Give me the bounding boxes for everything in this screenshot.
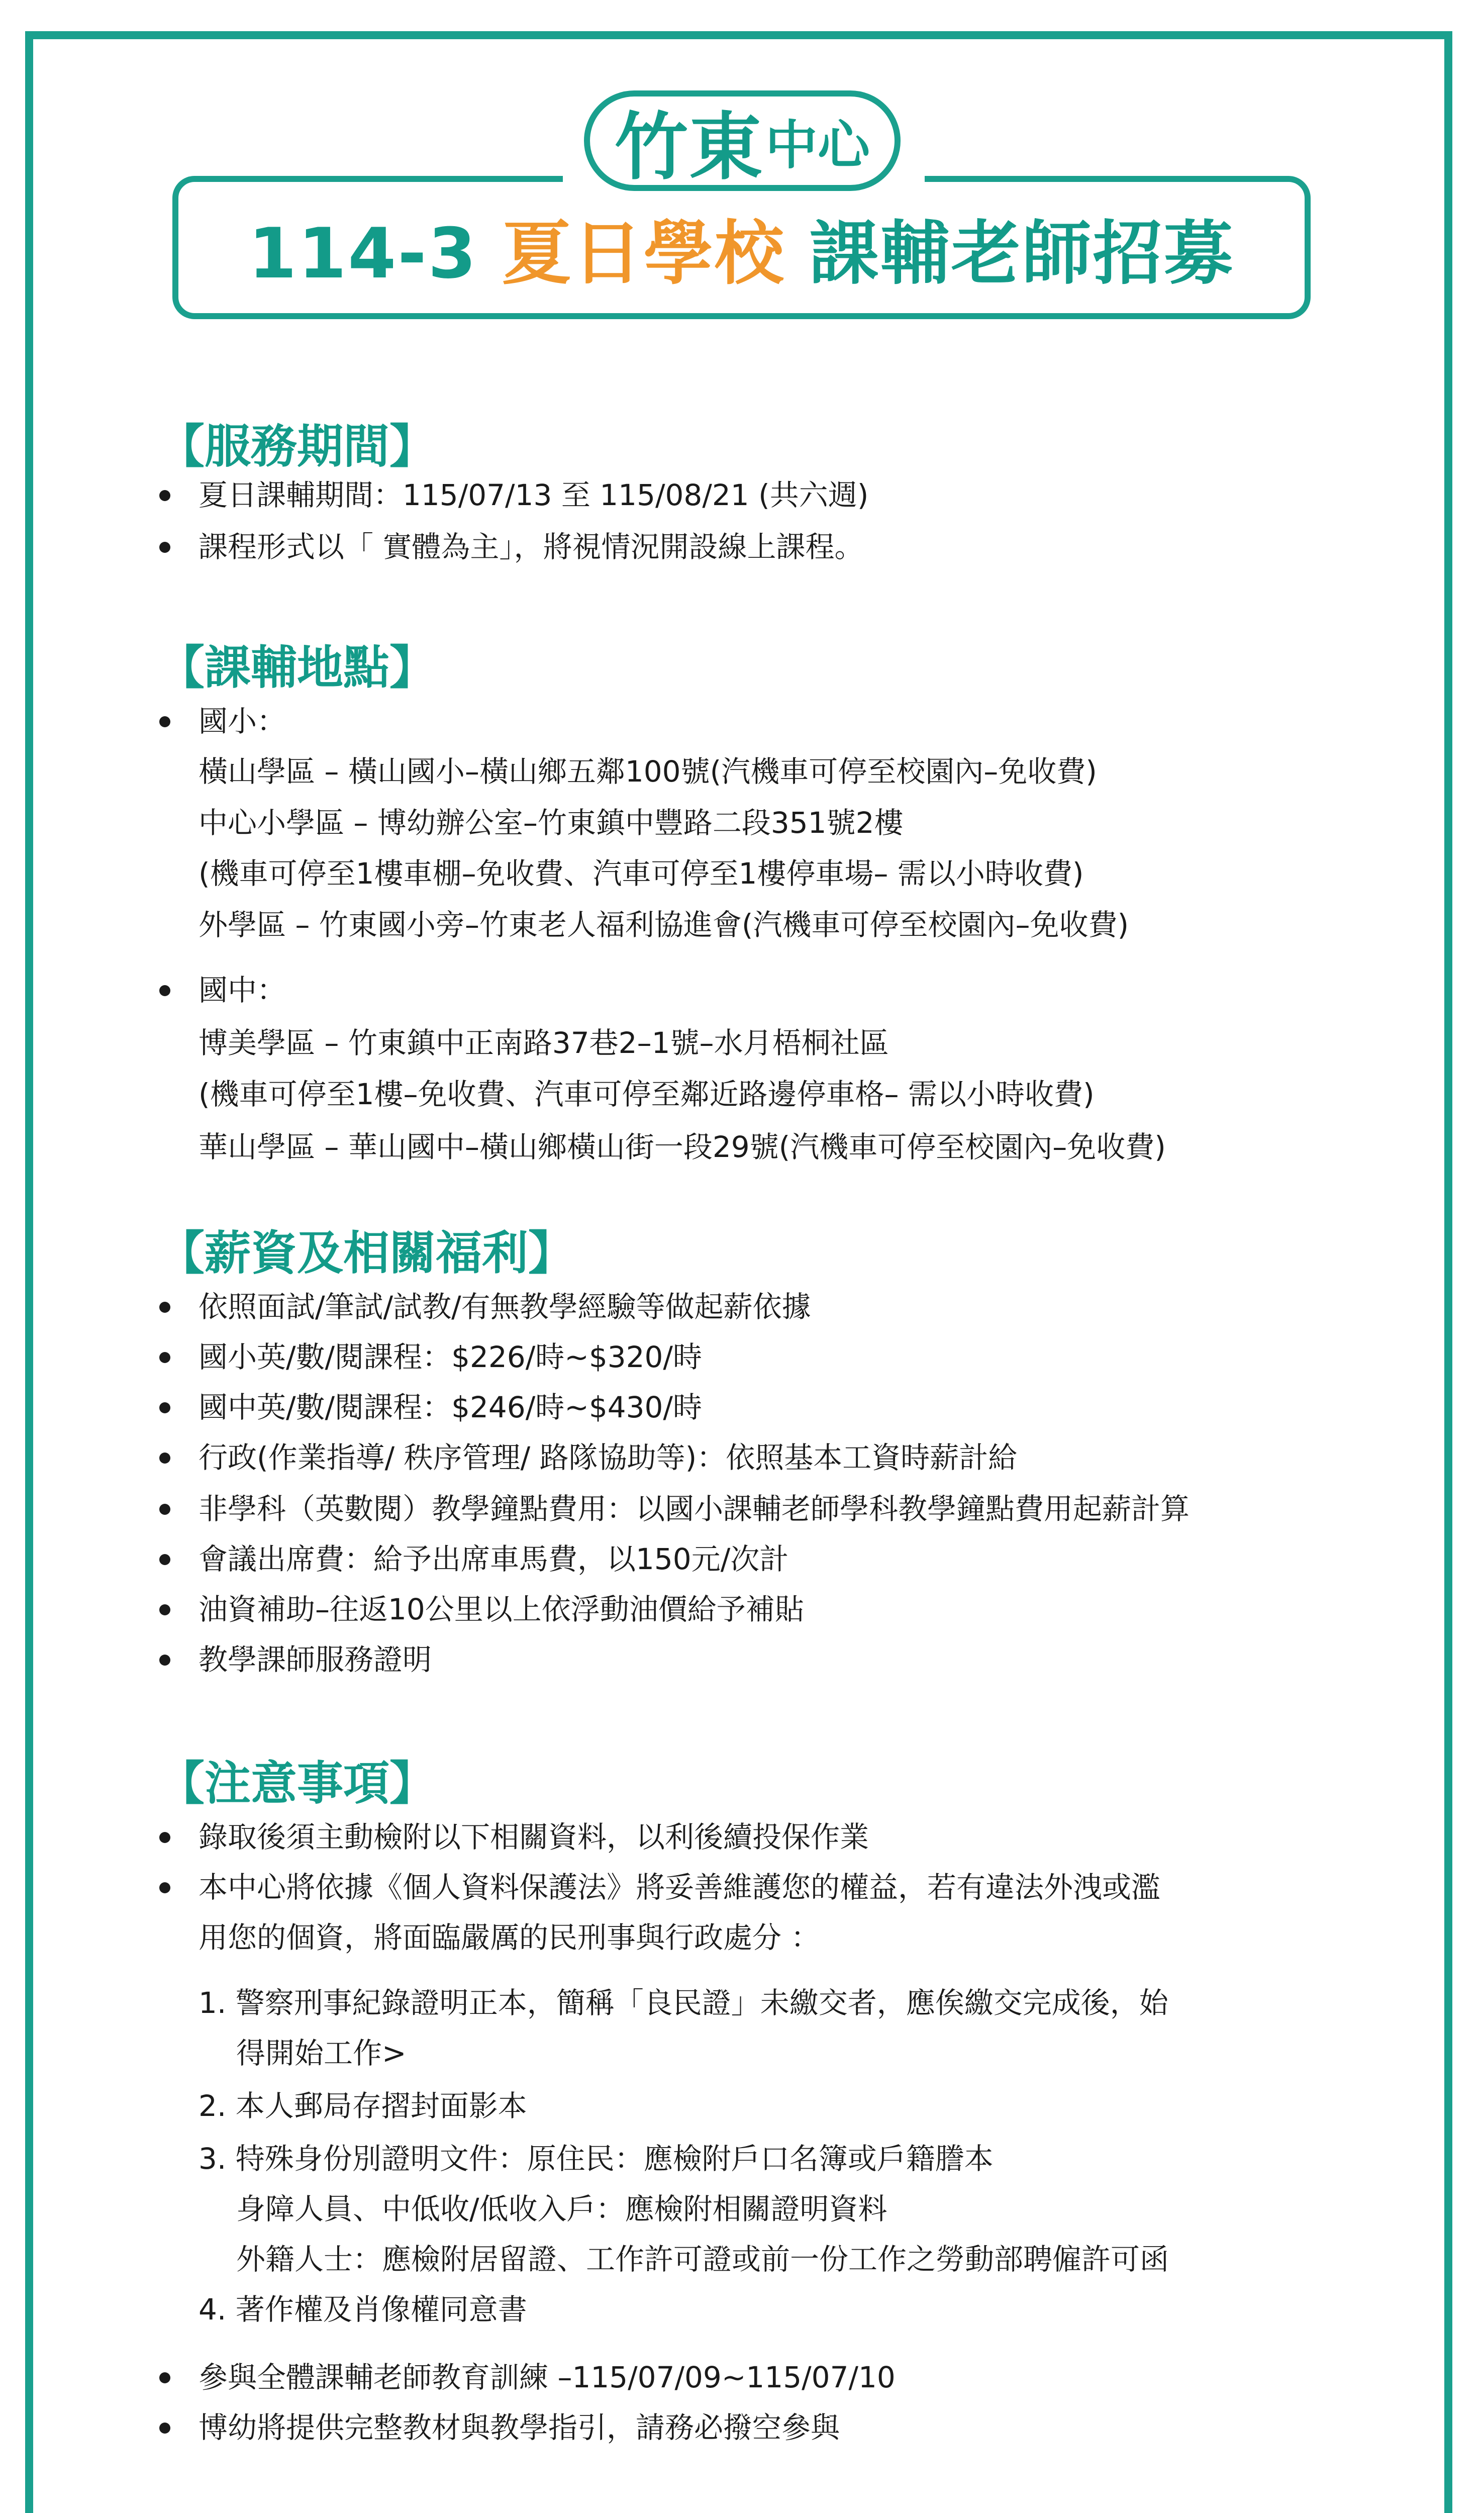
list-item: 會議出席費：給予出席車馬費，以150元/次計 [199, 1539, 788, 1579]
list-item: 課程形式以「 實體為主」，將視情況開設線上課程。 [199, 527, 863, 567]
list-item: 油資補助–往返10公里以上依浮動油價給予補貼 [199, 1589, 804, 1629]
list-item-junior: 國中： [199, 970, 286, 1010]
list-item: 國中英/數/閱課程：$246/時~$430/時 [199, 1387, 702, 1427]
numbered-item: 4. 著作權及肖像權同意書 [199, 2292, 527, 2327]
location-line: 博美學區 – 竹東鎮中正南路37巷2–1號–水月梧桐社區 [199, 1026, 889, 1060]
title-term: 114-3 [248, 213, 478, 294]
list-item-elementary: 國小： [199, 701, 286, 741]
title-program: 夏日學校 [502, 213, 785, 294]
list-item: 夏日課輔期間：115/07/13 至 115/08/21 (共六週) [199, 475, 868, 515]
heading-locations: 【課輔地點】 [158, 641, 436, 695]
location-line: (機車可停至1樓車棚–免收費、汽車可停至1樓停車場– 需以小時收費) [199, 856, 1084, 891]
numbered-item-continued: 得開始工作> [236, 2036, 407, 2070]
list-item: 非學科（英數閱）教學鐘點費用：以國小課輔老師學科教學鐘點費用起薪計算 [199, 1489, 1190, 1529]
numbered-item-continued: 身障人員、中低收/低收入戶：應檢附相關證明資料 [236, 2192, 887, 2226]
list-item: 參與全體課輔老師教育訓練 –115/07/09~115/07/10 [199, 2357, 896, 2397]
numbered-item: 3. 特殊身份別證明文件：原住民：應檢附戶口名簿或戶籍謄本 [199, 2142, 994, 2176]
heading-contact [158, 2505, 436, 2513]
badge-sub-text: 中心 [765, 115, 870, 176]
list-item: 教學課師服務證明 [199, 1639, 432, 1680]
location-line: 中心小學區 – 博幼辦公室–竹東鎮中豐路二段351號2樓 [199, 806, 904, 840]
list-item-continued: 用您的個資，將面臨嚴厲的民刑事與行政處分 ： [199, 1920, 820, 1955]
location-line: (機車可停至1樓–免收費、汽車可停至鄰近路邊停車格– 需以小時收費) [199, 1077, 1095, 1111]
numbered-item: 2. 本人郵局存摺封面影本 [199, 2089, 527, 2123]
location-line: 外學區 – 竹東國小旁–竹東老人福利協進會(汽機車可停至校園內–免收費) [199, 908, 1129, 942]
heading-notes: 【注意事項】 [158, 1757, 436, 1810]
list-item: 行政(作業指導/ 秩序管理/ 路隊協助等)：依照基本工資時薪計給 [199, 1437, 1017, 1478]
list-item: 錄取後須主動檢附以下相關資料，以利後續投保作業 [199, 1817, 869, 1857]
heading-service-period: 【服務期間】 [158, 420, 436, 473]
location-line: 橫山學區 – 橫山國小–橫山鄉五鄰100號(汽機車可停至校園內–免收費) [199, 754, 1097, 789]
heading-salary: 【薪資及相關福利】 [158, 1226, 575, 1280]
title-recruit: 課輔老師招募 [809, 213, 1235, 294]
list-item: 博幼將提供完整教材與教學指引，請務必撥空參與 [199, 2407, 840, 2448]
location-line: 華山學區 – 華山國中–橫山鄉橫山街一段29號(汽機車可停至校園內–免收費) [199, 1130, 1166, 1164]
badge-main-text: 竹東 [614, 105, 763, 190]
list-item: 依照面試/筆試/試教/有無教學經驗等做起薪依據 [199, 1287, 811, 1327]
list-item: 本中心將依據《個人資料保護法》將妥善維護您的權益，若有違法外洩或濫 [199, 1867, 1160, 1907]
numbered-item-continued: 外籍人士：應檢附居留證、工作許可證或前一份工作之勞動部聘僱許可函 [236, 2242, 1169, 2276]
list-item: 國小英/數/閱課程：$226/時~$320/時 [199, 1337, 702, 1377]
numbered-item: 1. 警察刑事紀錄證明正本，簡稱「良民證」未繳交者，應俟繳交完成後，始 [199, 1986, 1168, 2020]
